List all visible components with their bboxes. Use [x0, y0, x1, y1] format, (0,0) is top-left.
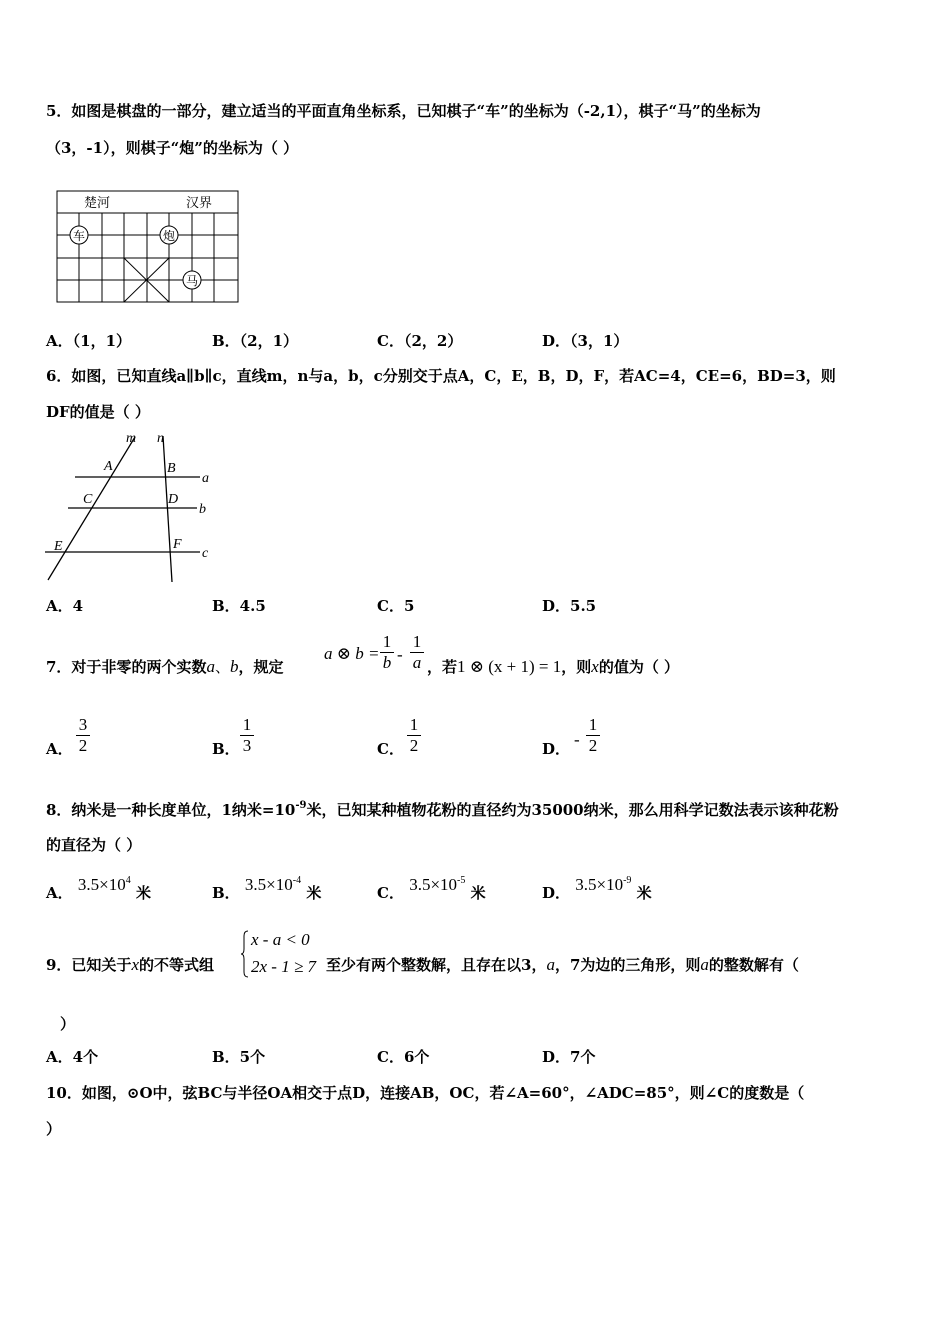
q7-option-a-letter: A． [46, 740, 73, 758]
q7-def-lhs: a ⊗ b = [324, 644, 380, 663]
q6-option-a: A．4 [46, 597, 84, 615]
q9-option-b: B．5个 [212, 1048, 266, 1066]
label-c: c [202, 546, 209, 561]
q6-stem-line1: 6．如图，已知直线a∥b∥c，直线m，n与a，b，c分别交于点A，C，E，B，D，F，若AC=4，CE=6，BD=3，则 [46, 367, 836, 385]
svg-text:炮: 炮 [163, 229, 176, 243]
q7-frac-1-over-b: 1 b [380, 633, 394, 672]
q6-stem-line2: DF的值是（ ） [46, 403, 150, 421]
q7-option-b-frac: 1 3 [240, 716, 254, 755]
q9-option-a: A．4个 [46, 1048, 99, 1066]
q7-option-c-letter: C． [377, 740, 404, 758]
label-E: E [54, 539, 63, 554]
q6-option-d: D．5.5 [542, 597, 597, 615]
label-C: C [83, 492, 93, 507]
q7-minus: - [397, 645, 403, 664]
q9-system-brace [240, 930, 250, 978]
q7-option-d-letter: D． [542, 740, 571, 758]
q6-option-c: C．5 [377, 597, 415, 615]
q7-stem-condition: ，若1 ⊗ (x + 1) = 1，则x的值为（ ） [427, 657, 680, 676]
q9-option-d: D．7个 [542, 1048, 596, 1066]
river-label-left: 楚河 [84, 195, 111, 210]
q9-stem-line2: ） [60, 1015, 76, 1033]
svg-text:马: 马 [186, 274, 199, 288]
label-a: a [202, 471, 209, 486]
q5-option-b: B．（2，1） [212, 332, 299, 350]
q5-stem-line2: （3，-1），则棋子“炮”的坐标为（ ） [46, 139, 299, 157]
q8-option-c: C． $3.5\times 10^{-5}$ 米 [377, 875, 486, 902]
label-n: n [157, 431, 164, 446]
q7-option-a-frac: 3 2 [76, 716, 90, 755]
label-A: A [104, 459, 113, 474]
river-label-right: 汉界 [186, 195, 213, 210]
svg-text:车: 车 [73, 229, 86, 243]
q6-option-b: B．4.5 [212, 597, 266, 615]
q9-inequality-1: x - a < 0 [251, 930, 310, 949]
q5-stem-line1: 5．如图是棋盘的一部分，建立适当的平面直角坐标系，已知棋子“车”的坐标为（-2,1），棋子“马”的坐标为 [46, 102, 761, 120]
parallel-lines-figure [40, 430, 220, 585]
q10-stem-line2: ） [46, 1120, 62, 1138]
q9-inequality-2: 2x - 1 ≥ 7 [251, 957, 317, 976]
q8-option-a: A． $3.5\times 10^4$ 米 [46, 875, 151, 902]
q8-option-d: D． $3.5\times 10^{-9}$ 米 [542, 875, 652, 902]
piece-pao [160, 226, 178, 244]
q7-condition-formula: 1 ⊗ (x + 1) = 1 [457, 657, 562, 676]
q7-frac-1-over-a: 1 a [410, 633, 424, 672]
label-b: b [199, 502, 206, 517]
label-B: B [167, 461, 176, 476]
q7-option-d-sign: - [574, 730, 580, 749]
q10-stem-line1: 10．如图，⊙O中，弦BC与半径OA相交于点D，连接AB，OC，若∠A=60°，∠ADC=85°，则∠C的度数是（ [46, 1084, 805, 1102]
chessboard-figure [56, 190, 241, 306]
q5-option-a: A．（1，1） [46, 332, 132, 350]
q5-option-c: C．（2，2） [377, 332, 463, 350]
q5-option-d: D．（3，1） [542, 332, 629, 350]
q7-option-b-letter: B． [212, 740, 240, 758]
label-D: D [168, 492, 179, 507]
var-a: a [206, 657, 215, 676]
q7-option-c-frac: 1 2 [407, 716, 421, 755]
q7-stem-prefix: 7．对于非零的两个实数a、b，规定 [46, 657, 284, 676]
q9-stem-rest: 至少有两个整数解，且存在以3，a，7为边的三角形，则a的整数解有（ [326, 955, 799, 974]
piece-ma [183, 271, 201, 289]
q7-option-d-frac: 1 2 [586, 716, 600, 755]
label-F: F [173, 537, 182, 552]
var-b: b [229, 657, 239, 676]
q9-stem-prefix: 9．已知关于x的不等式组 [46, 955, 215, 974]
q8-option-b: B． $3.5\times 10^{-4}$ 米 [212, 875, 322, 902]
q8-stem-line1: 8．纳米是一种长度单位，1纳米$=10^{-9}$米，已知某种植物花粉的直径约为35000纳米，那么用科学记数法表示该种花粉 [46, 800, 839, 819]
label-m: m [126, 431, 137, 446]
q9-option-c: C．6个 [377, 1048, 430, 1066]
q8-stem-line2: 的直径为（ ） [46, 836, 142, 854]
piece-che [70, 226, 88, 244]
